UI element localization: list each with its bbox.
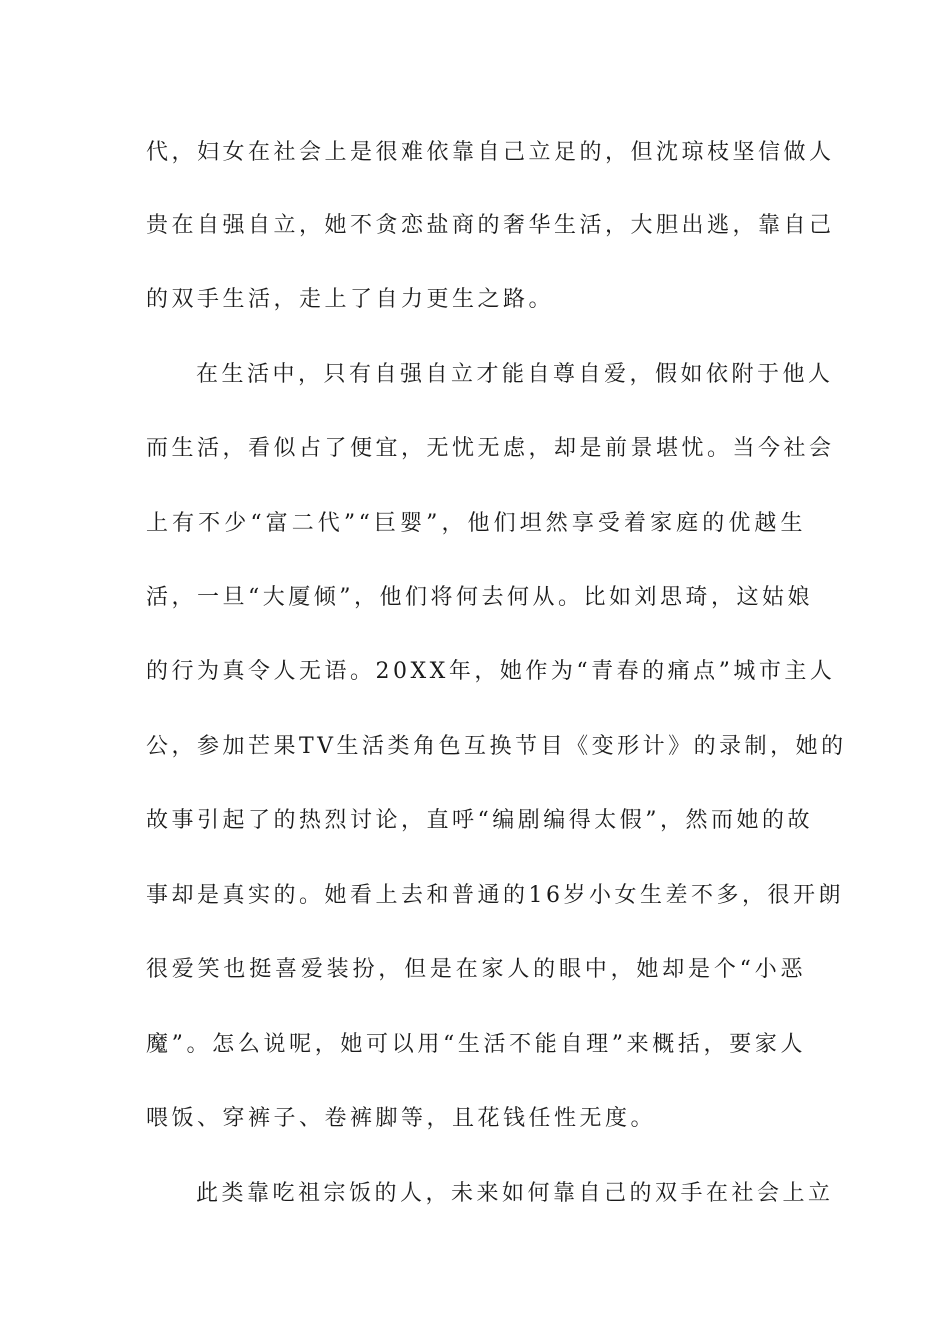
text-line: 故事引起了的热烈讨论，直呼“编剧编得太假”，然而她的故 xyxy=(146,808,813,833)
text-line: 魔”。怎么说呢，她可以用“生活不能自理”来概括，要家人 xyxy=(146,1032,806,1057)
text-line: 的行为真令人无语。20XX年，她作为“青春的痛点”城市主人 xyxy=(146,659,836,684)
text-line: 此类靠吃祖宗饭的人，未来如何靠自己的双手在社会上立 xyxy=(196,1181,834,1206)
text-line: 在生活中，只有自强自立才能自尊自爱，假如依附于他人 xyxy=(196,362,834,387)
text-line: 事却是真实的。她看上去和普通的16岁小女生差不多，很开朗 xyxy=(146,883,844,908)
text-line: 喂饭、穿裤子、卷裤脚等，且花钱任性无度。 xyxy=(146,1106,657,1131)
text-line: 公，参加芒果TV生活类角色互换节目《变形计》的录制，她的 xyxy=(146,734,847,759)
text-line: 代，妇女在社会上是很难依靠自己立足的，但沈琼枝坚信做人 xyxy=(146,140,835,165)
text-line: 而生活，看似占了便宜，无忧无虑，却是前景堪忧。当今社会 xyxy=(146,436,835,461)
text-line: 上有不少“富二代”“巨婴”，他们坦然享受着家庭的优越生 xyxy=(146,511,806,536)
text-line: 很爱笑也挺喜爱装扮，但是在家人的眼中，她却是个“小恶 xyxy=(146,957,806,982)
text-line: 的双手生活，走上了自力更生之路。 xyxy=(146,287,555,312)
text-line: 活，一旦“大厦倾”，他们将何去何从。比如刘思琦，这姑娘 xyxy=(146,585,813,610)
text-line: 贵在自强自立，她不贪恋盐商的奢华生活，大胆出逃，靠自己 xyxy=(146,213,835,238)
